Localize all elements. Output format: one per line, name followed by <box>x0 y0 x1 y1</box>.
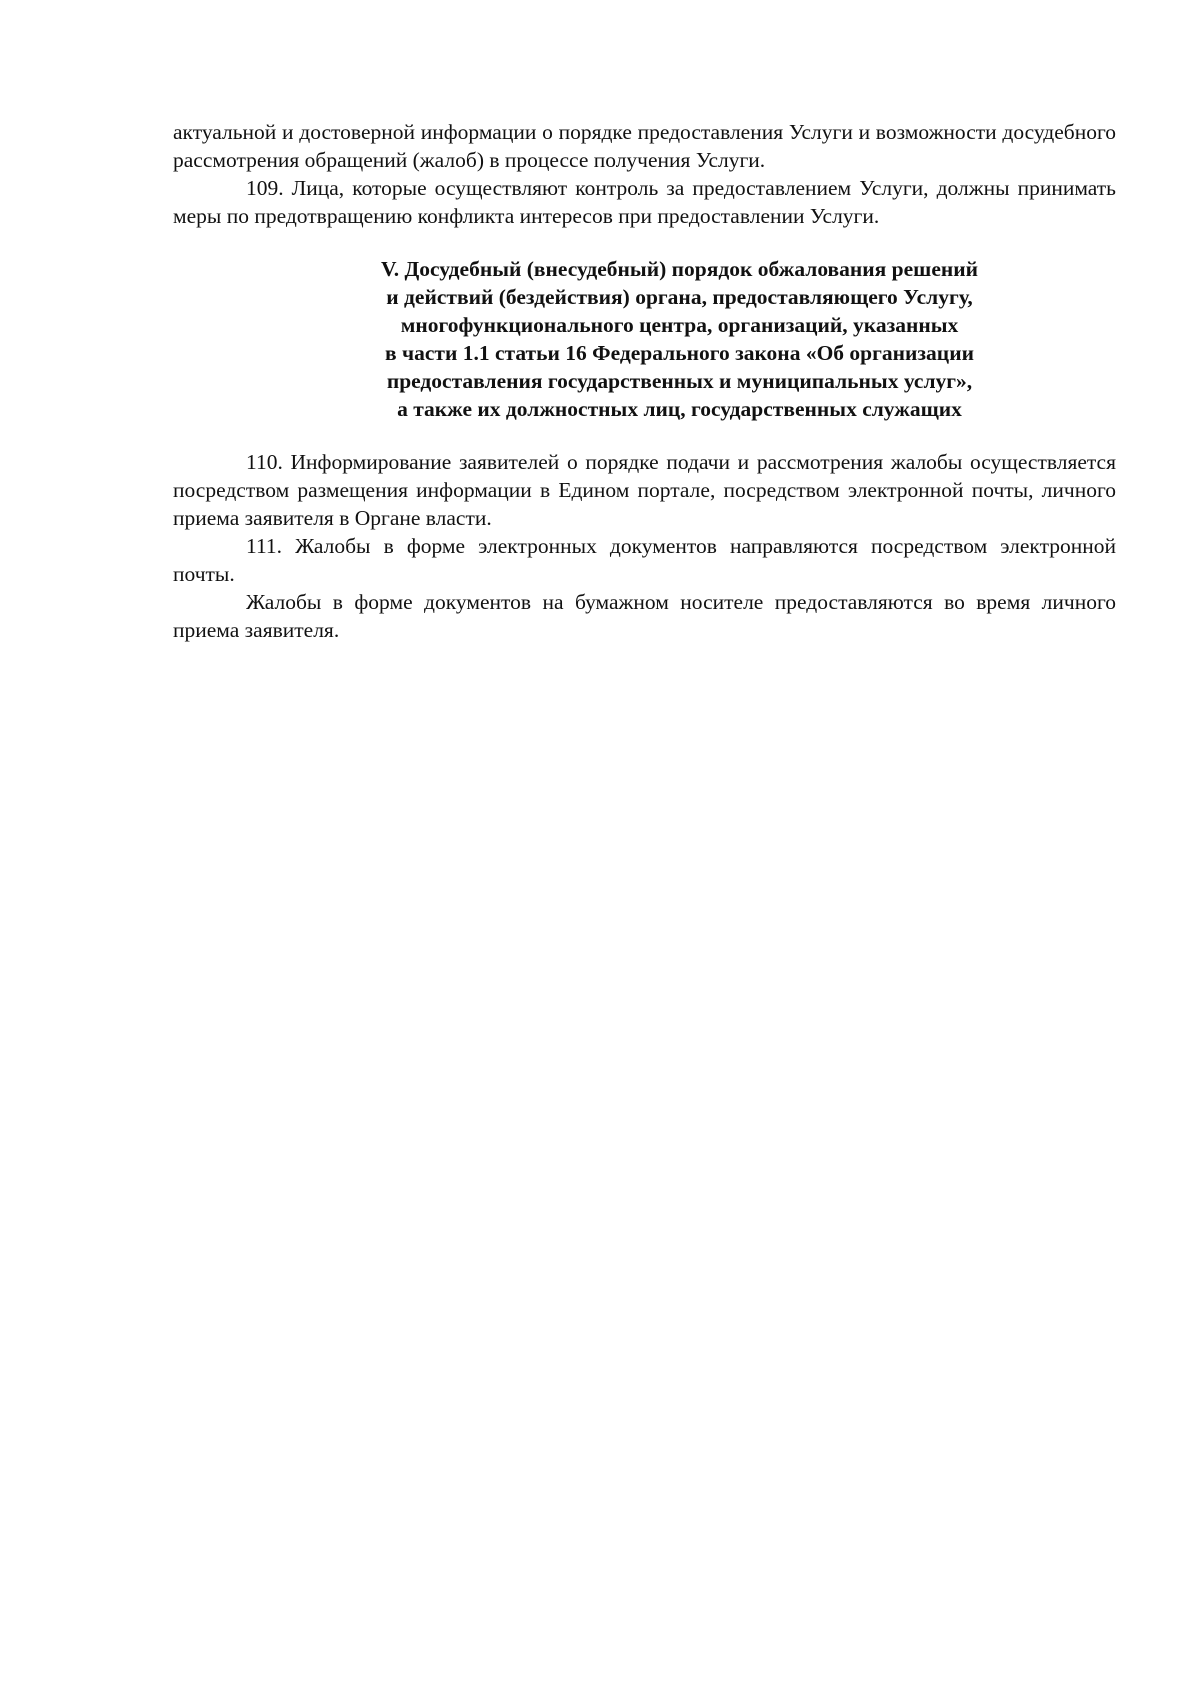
paragraph-111: 111. Жалобы в форме электронных документов направляются посредством электронной почты. <box>173 534 1116 586</box>
section-heading <box>173 255 1116 423</box>
paragraph-continuation: актуальной и достоверной информации о порядке предоставления Услуги и возможности досудебного рассмотрения обращений (жалоб) в процессе получения Услуги. <box>173 120 1116 172</box>
section-heading-line: предоставления государственных и муниципальных услуг», <box>386 369 973 393</box>
section-heading-line: и действий (бездействия) органа, предоставляющего Услугу, <box>386 285 973 309</box>
section-heading-line: а также их должностных лиц, государственных служащих <box>397 397 962 421</box>
section-heading-line: V. Досудебный (внесудебный) порядок обжалования решений <box>380 257 979 281</box>
section-heading-line: многофункционального центра, организаций, указанных <box>400 313 959 337</box>
paragraph-109: 109. Лица, которые осуществляют контроль за предоставлением Услуги, должны принимать меры по предотвращению конфликта интересов при предоставлении Услуги. <box>173 176 1116 228</box>
paragraph-110: 110. Информирование заявителей о порядке подачи и рассмотрения жалобы осуществляется посредством размещения информации в Едином портале, посредством электронной почты, личного приема заявителя в Органе власти. <box>173 450 1116 530</box>
document-page <box>173 118 1116 644</box>
paragraph-paper-complaints: Жалобы в форме документов на бумажном носителе предоставляются во время личного приема заявителя. <box>173 590 1116 642</box>
section-heading-line: в части 1.1 статьи 16 Федерального закона «Об организации <box>385 341 974 365</box>
